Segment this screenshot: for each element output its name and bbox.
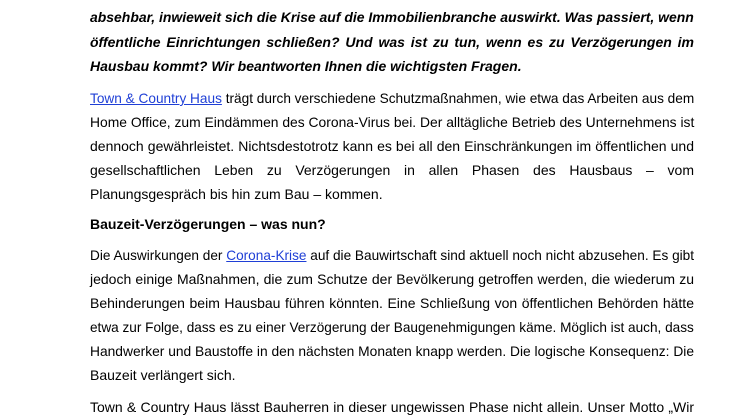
intro-line-3: Hausbau kommt? Wir beantworten Ihnen die wichtigsten Fragen. [90,58,522,74]
para2-line-5: Handwerker und Baustoffe in den nächsten Monaten knapp werden. Die logische Konsequenz: Die [90,343,695,359]
para1-line-1 [90,89,694,107]
para1-line-5: Planungsgespräch bis hin zum Bau – kommen. [90,186,383,202]
corona-krise-link[interactable]: Corona-Krise [226,247,307,263]
intro-line-2: öffentliche Einrichtungen schließen? Und was ist zu tun, wenn es zu Verzögerungen im [90,34,694,50]
para3-line-1: Town & Country Haus lässt Bauherren in dieser ungewissen Phase nicht allein. Unser Motto „Wir [90,399,694,415]
para2-line-1-post: auf die Bauwirtschaft sind aktuell noch nicht abzusehen. Es gibt [306,247,695,263]
intro-line-1: absehbar, inwieweit sich die Krise auf die Immobilienbranche auswirkt. Was passiert, wenn [90,9,694,25]
para2-line-1-pre: Die Auswirkungen der [90,247,227,263]
town-country-haus-link[interactable]: Town & Country Haus [90,90,222,106]
para2-line-4: etwa zur Folge, dass es zu einer Verzögerung der Baugenehmigungen käme. Möglich ist auch, dass [90,319,694,335]
para2-line-6: Bauzeit verlängert sich. [90,367,236,383]
para1-line-1-text: trägt durch verschiedene Schutzmaßnahmen, wie etwa das Arbeiten aus dem [221,90,695,106]
section-heading: Bauzeit-Verzögerungen – was nun? [90,216,326,232]
para1-line-2: Home Office, zum Eindämmen des Corona-Virus bei. Der alltägliche Betrieb des Unternehmens ist [90,114,695,130]
para2-line-1 [90,246,694,264]
para1-line-4: gesellschaftlichen Leben zu Verzögerungen in allen Phasen des Hausbaus – vom [90,162,694,178]
para2-line-3: Behinderungen beim Hausbau führen könnten. Eine Schließung von öffentlichen Behörden hätte [90,295,694,311]
para2-line-2: jedoch einige Maßnahmen, die zum Schutze der Bevölkerung getroffen werden, die wiederum zu [90,271,694,287]
para1-line-3: dennoch gewährleistet. Nichtsdestotrotz kann es bei all den Einschränkungen im öffentlichen und [90,138,694,154]
